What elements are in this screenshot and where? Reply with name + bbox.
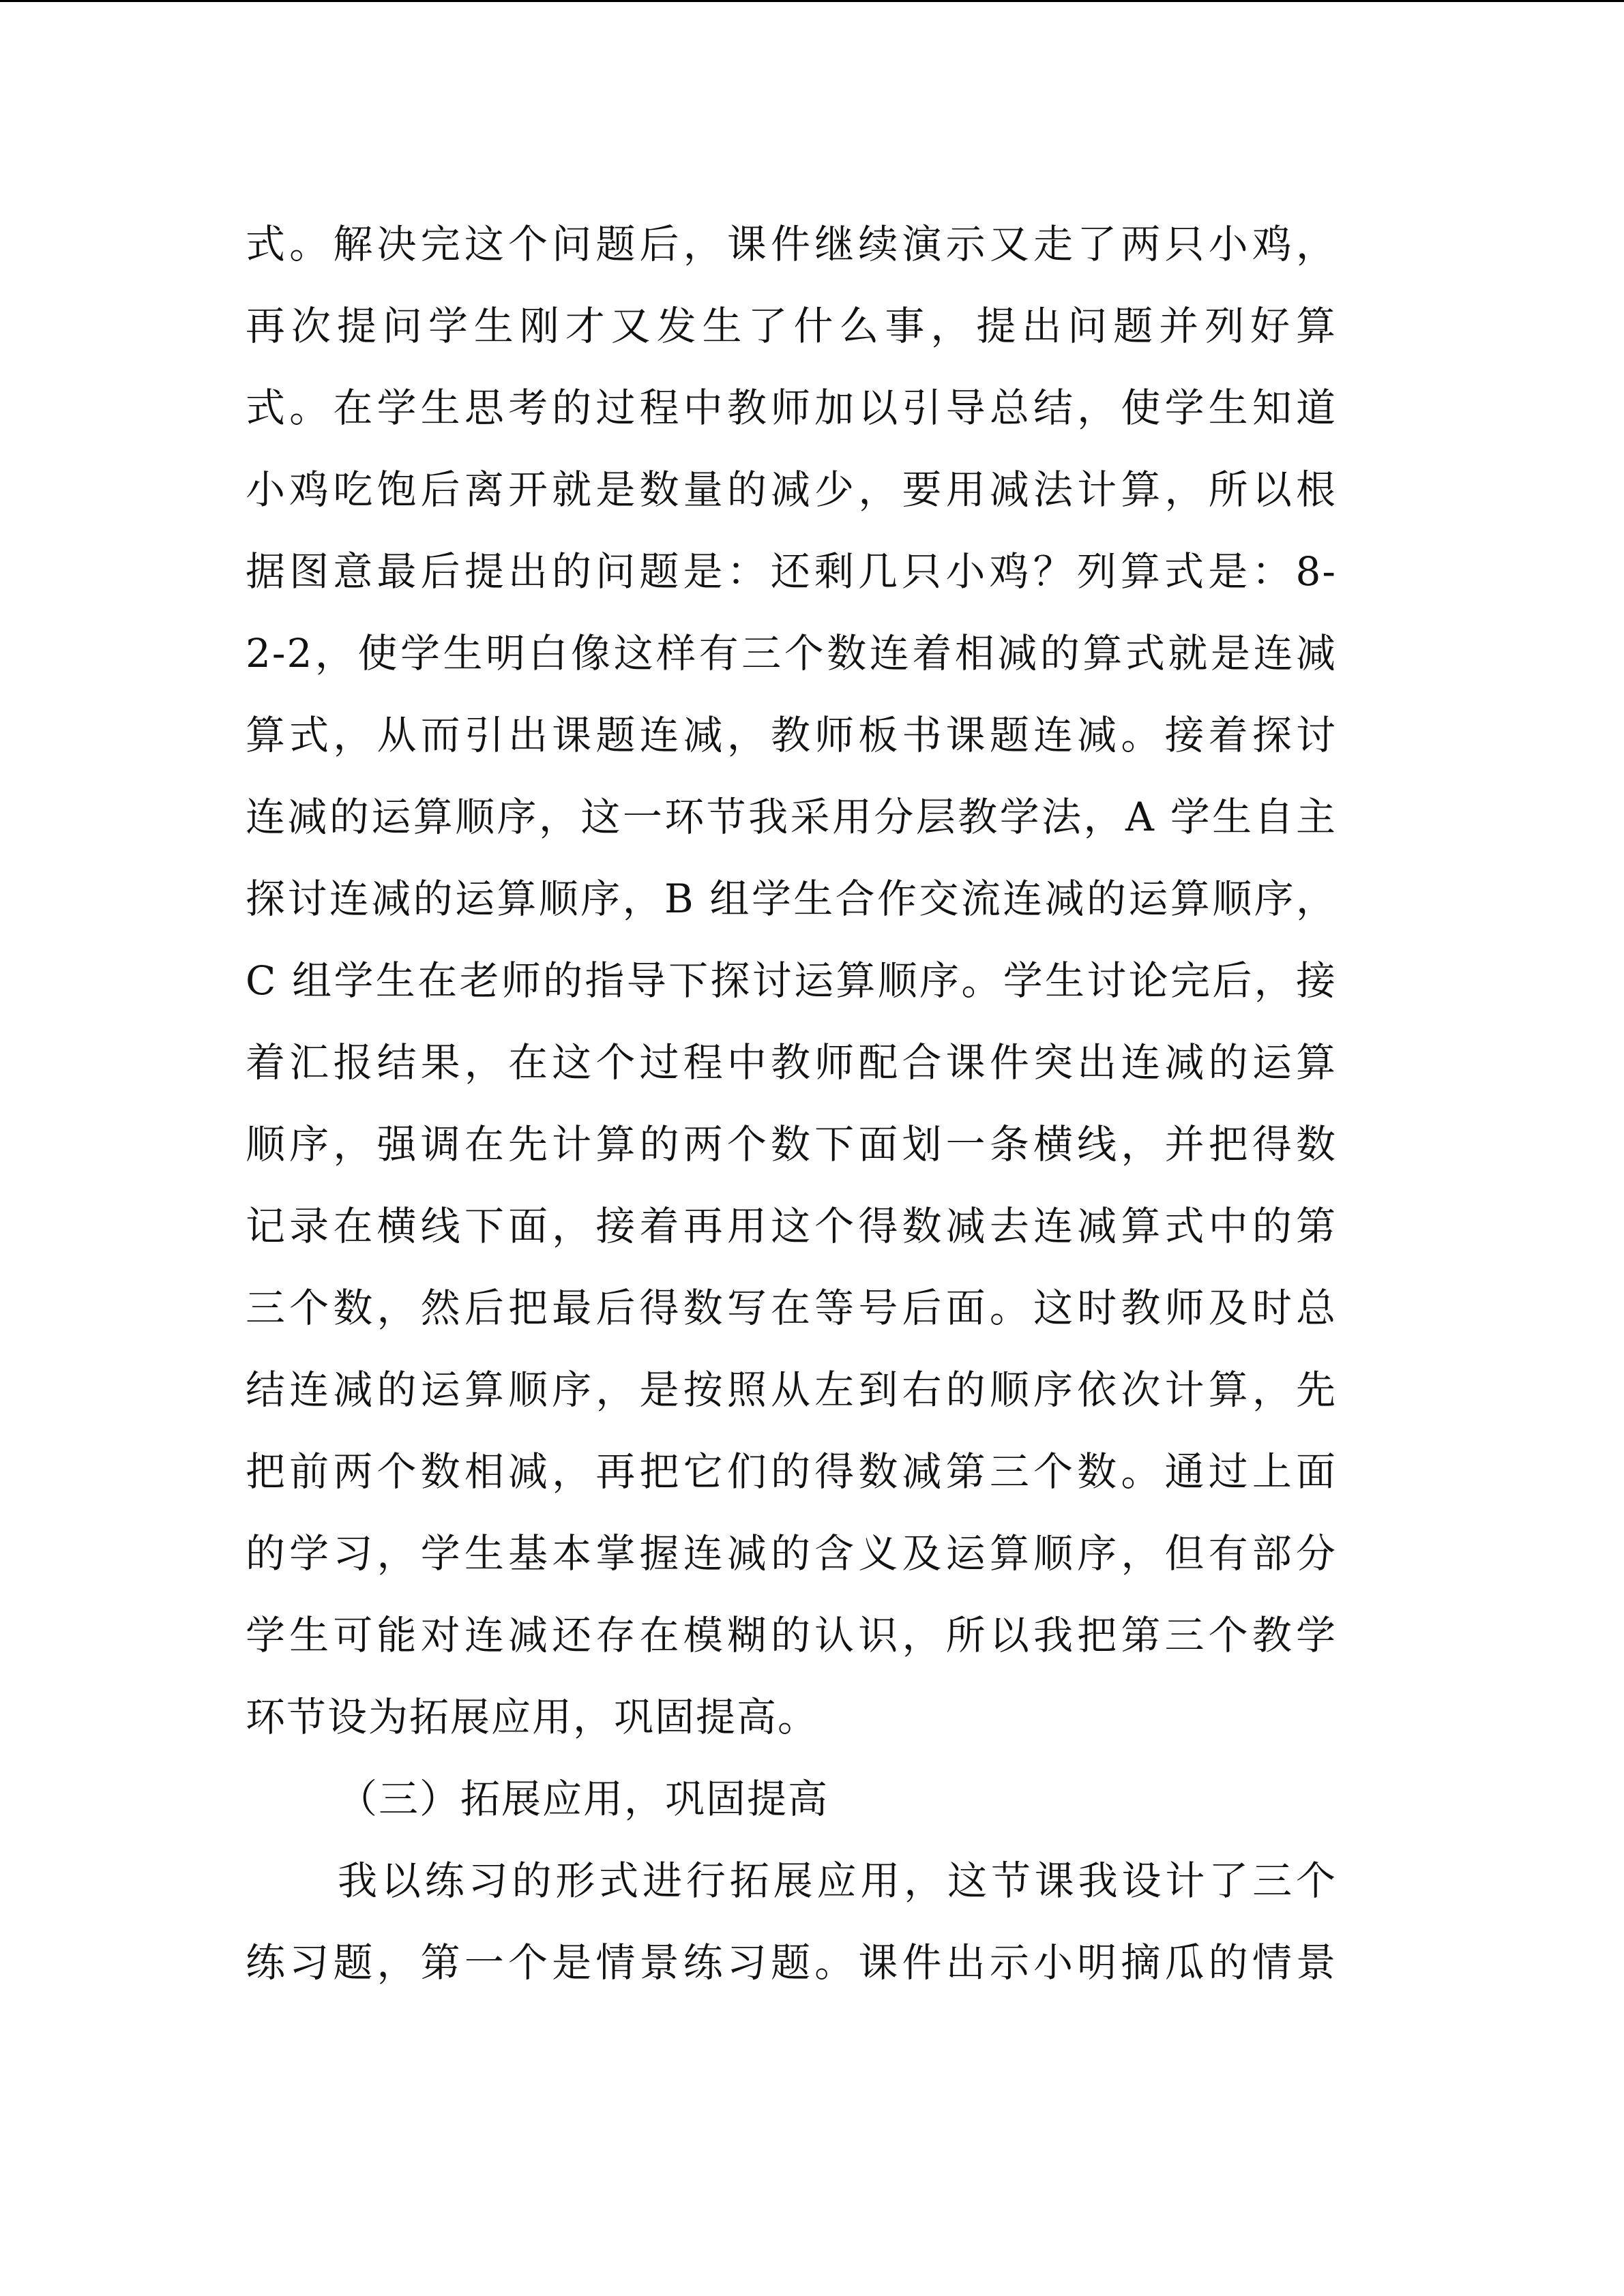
section-paragraph-line-1: 我以练习的形式进行拓展应用，这节课我设计了三个 xyxy=(338,1858,1337,1904)
paragraph-line-6: 2-2，使学生明白像这样有三个数连着相减的算式就是连减 xyxy=(246,630,1337,676)
paragraph-line-19: 环节设为拓展应用，巩固提高。 xyxy=(246,1694,819,1740)
section-heading: （三）拓展应用，巩固提高 xyxy=(338,1776,829,1822)
paragraph-line-10: C 组学生在老师的指导下探讨运算顺序。学生讨论完后，接 xyxy=(246,957,1337,1004)
paragraph-line-11: 着汇报结果，在这个过程中教师配合课件突出连减的运算 xyxy=(246,1039,1337,1086)
paragraph-line-8: 连减的运算顺序，这一环节我采用分层教学法，A 学生自主 xyxy=(246,794,1337,840)
paragraph-line-9: 探讨连减的运算顺序，B 组学生合作交流连减的运算顺序， xyxy=(246,876,1337,922)
paragraph-line-12: 顺序，强调在先计算的两个数下面划一条横线，并把得数 xyxy=(246,1121,1337,1167)
paragraph-line-18: 学生可能对连减还存在模糊的认识，所以我把第三个教学 xyxy=(246,1612,1337,1658)
paragraph-line-7: 算式，从而引出课题连减，教师板书课题连减。接着探讨 xyxy=(246,712,1337,758)
paragraph-line-13: 记录在横线下面，接着再用这个得数减去连减算式中的第 xyxy=(246,1203,1337,1249)
paragraph-line-3: 式。在学生思考的过程中教师加以引导总结，使学生知道 xyxy=(246,385,1337,431)
paragraph-line-2: 再次提问学生刚才又发生了什么事，提出问题并列好算 xyxy=(246,303,1337,349)
top-border-line xyxy=(0,0,1624,2)
section-paragraph-line-2: 练习题，第一个是情景练习题。课件出示小明摘瓜的情景 xyxy=(246,1939,1337,1986)
paragraph-line-1: 式。解决完这个问题后，课件继续演示又走了两只小鸡， xyxy=(246,221,1337,267)
paragraph-line-16: 把前两个数相减，再把它们的得数减第三个数。通过上面 xyxy=(246,1448,1337,1495)
paragraph-line-15: 结连减的运算顺序，是按照从左到右的顺序依次计算，先 xyxy=(246,1367,1337,1413)
paragraph-line-14: 三个数，然后把最后得数写在等号后面。这时教师及时总 xyxy=(246,1285,1337,1331)
paragraph-line-17: 的学习，学生基本掌握连减的含义及运算顺序，但有部分 xyxy=(246,1530,1337,1577)
paragraph-line-5: 据图意最后提出的问题是：还剩几只小鸡？列算式是：8- xyxy=(246,548,1337,595)
paragraph-line-4: 小鸡吃饱后离开就是数量的减少，要用减法计算，所以根 xyxy=(246,466,1337,513)
